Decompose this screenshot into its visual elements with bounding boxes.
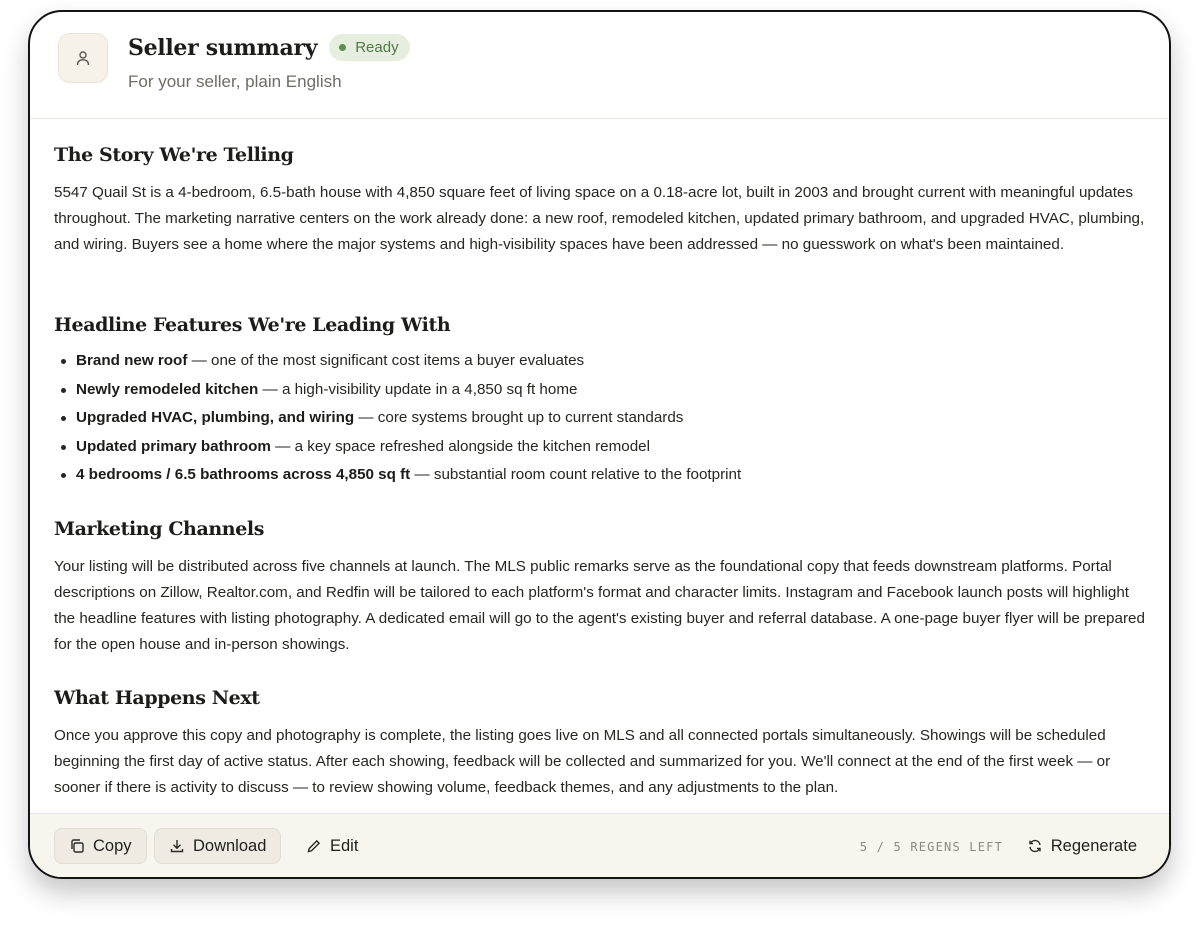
download-icon — [169, 838, 185, 854]
feature-title: 4 bedrooms / 6.5 bathrooms across 4,850 sq ft — [76, 466, 411, 483]
section-heading-channels: Marketing Channels — [54, 518, 264, 540]
summary-content — [54, 118, 1151, 818]
section-body-story: 5547 Quail St is a 4-bedroom, 6.5-bath house with 4,850 square feet of living space on a 0.18-acre lot, built in 2003 and brought current with meaningful updates throughout. The marketing narrative centers on the work already done: a new roof, remodeled kitchen, updated primary bathroom, and upgraded HVAC, plumbing, and wiring. Buyers see a home where the major systems and high-visibility spaces have been addressed — no guesswork on what's been maintained. — [54, 184, 1145, 253]
list-item — [54, 461, 1151, 490]
feature-title: Upgraded HVAC, plumbing, and wiring — [76, 409, 355, 426]
regenerate-button[interactable] — [1013, 828, 1151, 864]
seller-summary-card — [28, 10, 1171, 879]
status-badge — [329, 34, 409, 61]
list-item — [54, 404, 1151, 433]
feature-title: Newly remodeled kitchen — [76, 380, 259, 398]
regenerate-button-label: Regenerate — [1050, 836, 1137, 855]
page-subtitle: For your seller, plain English — [128, 72, 342, 91]
section-heading-story: The Story We're Telling — [54, 144, 294, 166]
list-item — [54, 347, 1151, 376]
feature-description: — one of the most significant cost items a buyer evaluates — [187, 352, 585, 369]
feature-description: — a key space refreshed alongside the kitchen remodel — [270, 437, 650, 455]
feature-description: — a high-visibility update in a 4,850 sq ft home — [258, 380, 578, 398]
copy-button-label: Copy — [93, 836, 132, 855]
edit-button[interactable] — [292, 828, 372, 864]
feature-description: — core systems brought up to current standards — [354, 409, 684, 426]
regens-remaining: 5 / 5 REGENS LEFT — [859, 840, 1003, 854]
page-title: Seller summary — [128, 34, 318, 61]
download-button[interactable] — [154, 828, 281, 864]
list-item — [54, 433, 1151, 462]
features-list — [54, 347, 1151, 490]
section-heading-features: Headline Features We're Leading With — [54, 314, 451, 336]
download-button-label: Download — [193, 836, 267, 855]
pencil-icon — [306, 838, 322, 854]
section-body-channels: Your listing will be distributed across five channels at launch. The MLS public remarks serve as the foundational copy that feeds downstream platforms. Portal descriptions on Zillow, Realtor.com, and Redfin will be tailored to each platform's format and character limits. Instagram and Facebook launch posts will highlight the headline features with listing photography. A dedicated email will go to the agent's existing buyer and referral database. A one-page buyer flyer will be prepared for the open house and in-person showings. — [54, 558, 1145, 653]
status-badge-label: Ready — [355, 39, 399, 56]
user-icon — [74, 49, 92, 67]
copy-icon — [69, 838, 85, 854]
copy-button[interactable] — [54, 828, 147, 864]
feature-title: Brand new roof — [76, 352, 188, 369]
edit-button-label: Edit — [330, 836, 359, 855]
list-item — [54, 376, 1151, 405]
status-dot-icon — [339, 44, 346, 51]
action-footer — [30, 813, 1169, 877]
card-header — [30, 12, 1169, 119]
avatar — [58, 33, 108, 83]
feature-title: Updated primary bathroom — [76, 437, 271, 455]
refresh-icon — [1027, 838, 1043, 854]
section-body-next: Once you approve this copy and photography is complete, the listing goes live on MLS and all connected portals simultaneously. Showings will be scheduled beginning the first day of active status. After each showing, feedback will be collected and summarized for you. We'll connect at the end of the first week — or sooner if there is activity to discuss — to review showing volume, feedback themes, and any adjustments to the plan. — [54, 727, 1111, 796]
section-heading-next: What Happens Next — [54, 687, 260, 709]
title-row — [128, 34, 410, 61]
feature-description: — substantial room count relative to the footprint — [410, 466, 742, 483]
